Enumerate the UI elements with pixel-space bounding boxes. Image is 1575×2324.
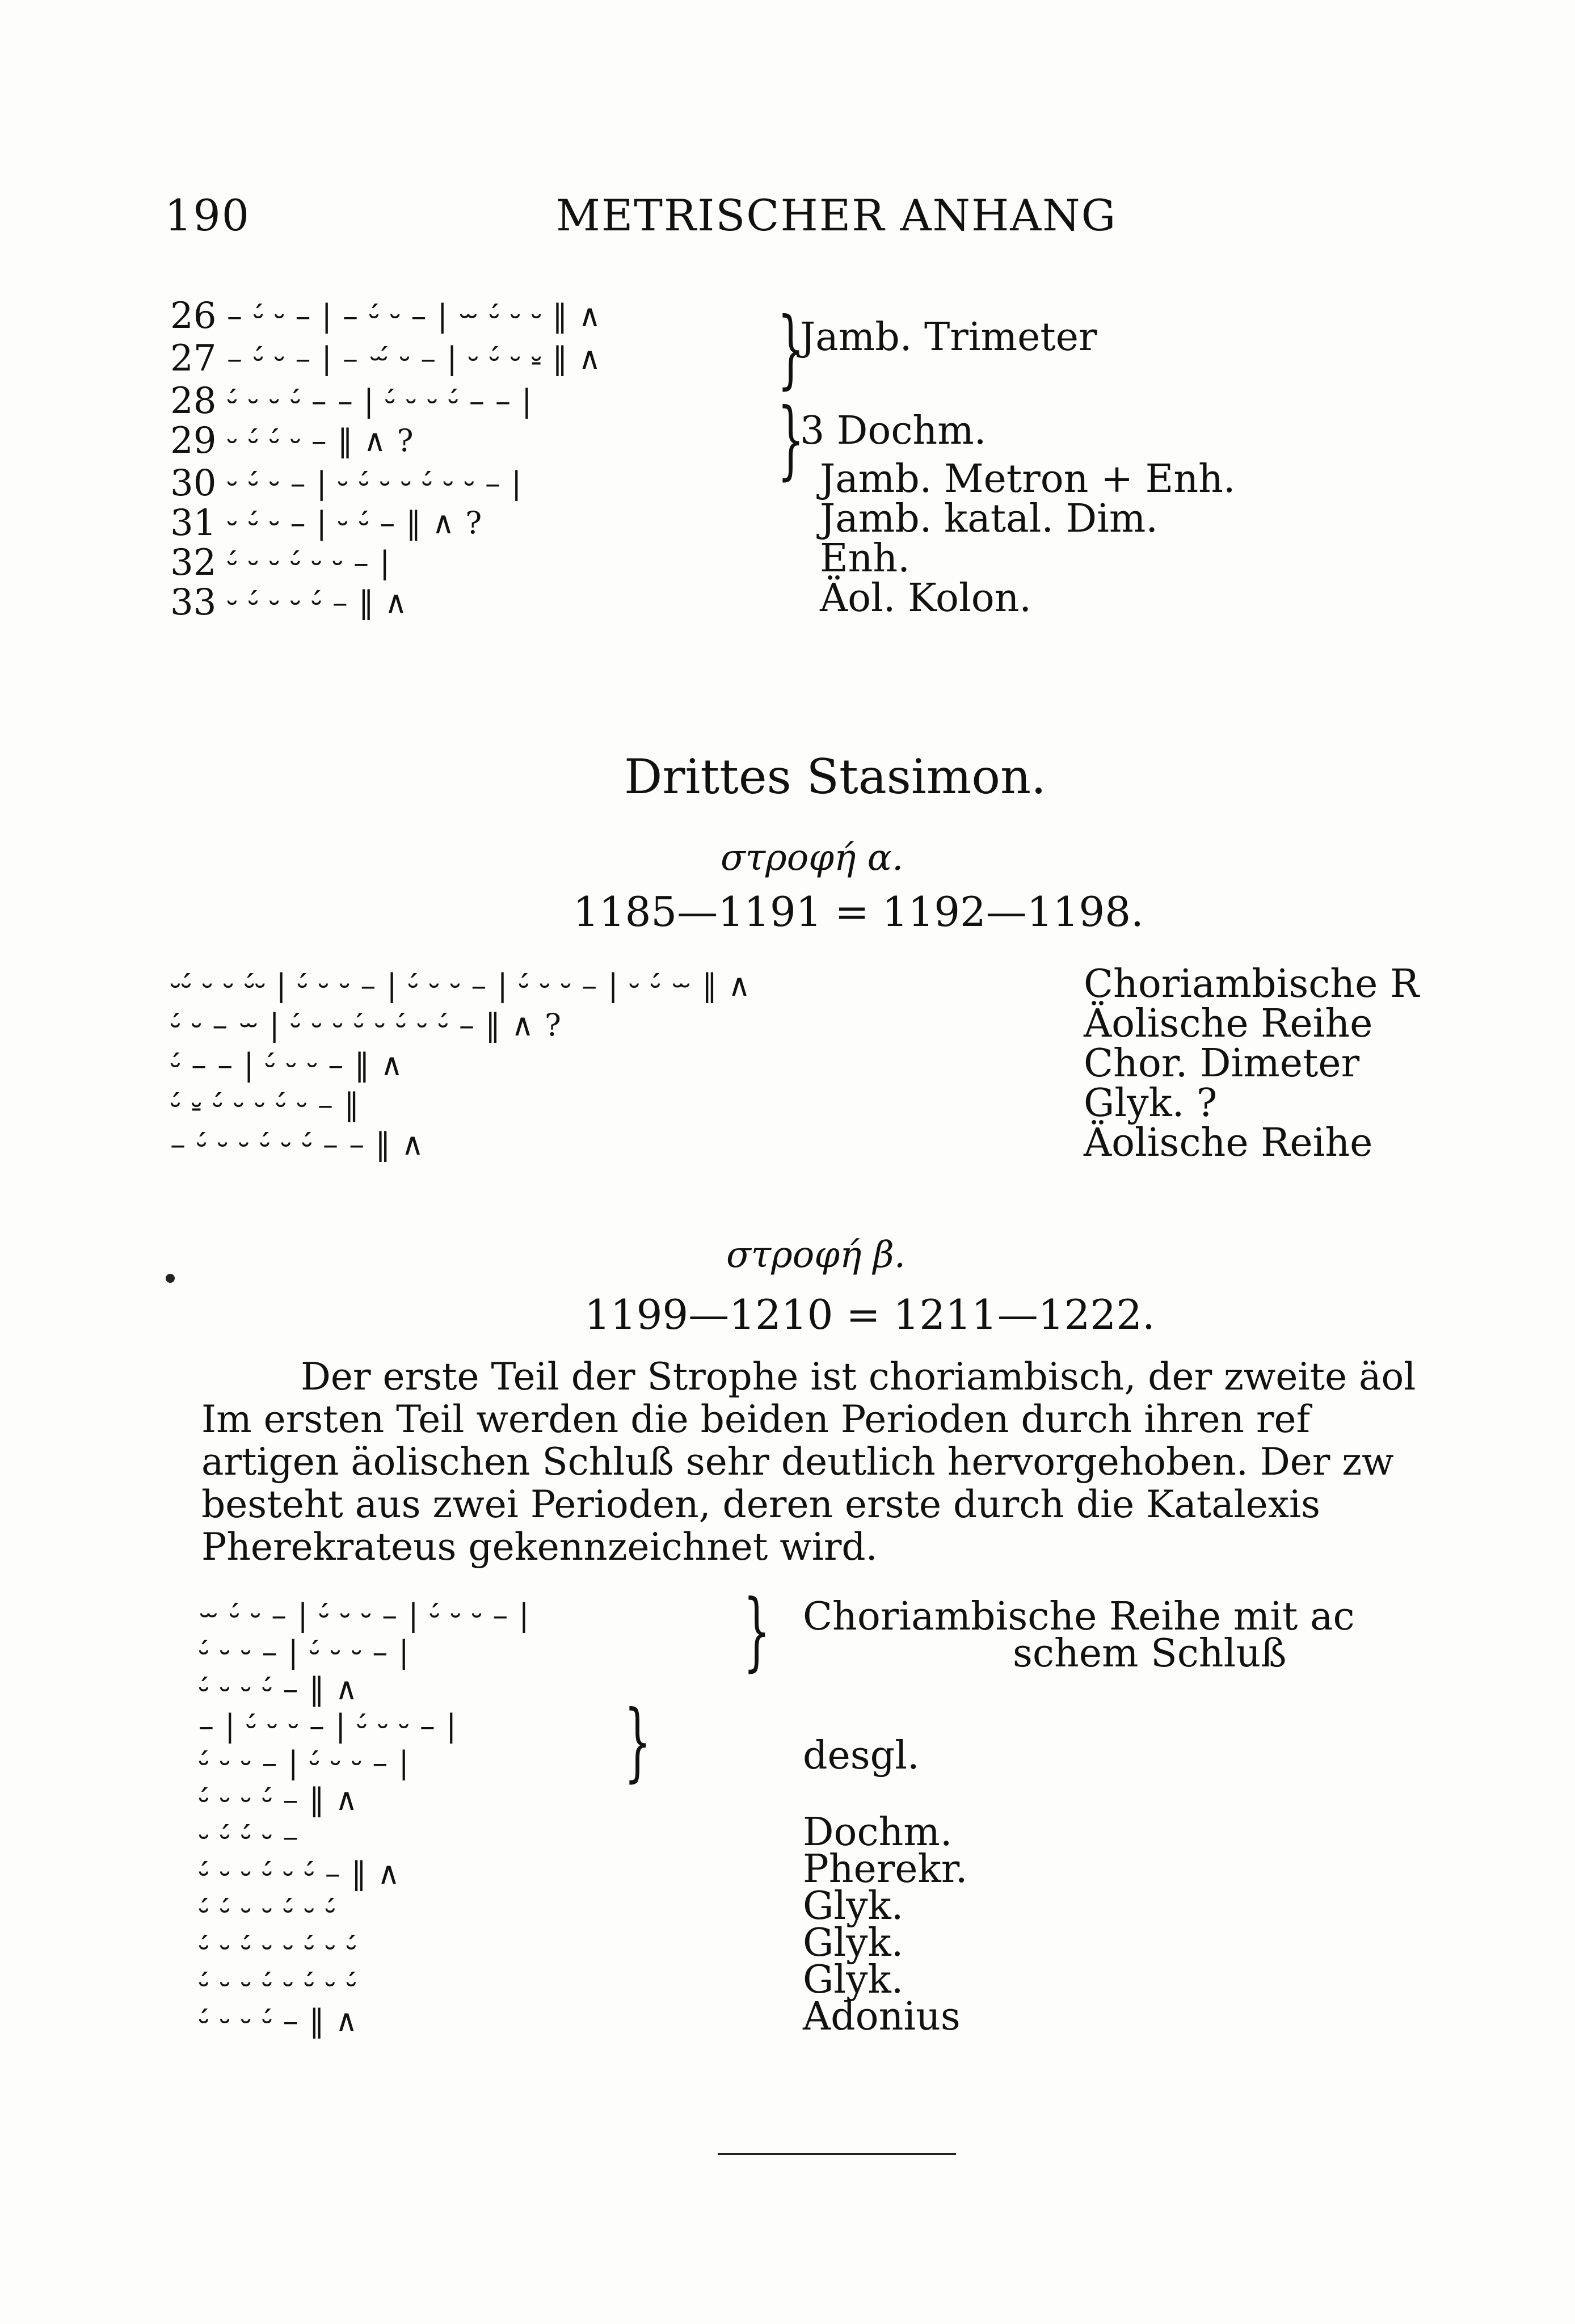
metrical-scheme: ⏑́ ⏑ – ⏖ | ⏑́ ⏑ ⏑ ⏑́ ⏑ ⏑́ ⏑ ⏑́ – ‖ ∧ ? bbox=[170, 1007, 562, 1043]
label-chor-reihe-line2: schem Schluß bbox=[1013, 1631, 1287, 1676]
brace: } bbox=[777, 390, 805, 489]
strophe-heading: στροφή β. bbox=[726, 1234, 906, 1276]
brace: } bbox=[743, 1582, 770, 1681]
label-3-dochm: 3 Dochm. bbox=[800, 409, 987, 453]
metrical-scheme: ⏑⏑́ ⏑ ⏑ ⏑́⏑ | ⏑́ ⏑ ⏑ – | ⏑́ ⏑ ⏑ – | ⏑́ ⏑ ⏑ – | ⏑ ⏑́ ⏖ ‖ ∧ bbox=[170, 967, 751, 1003]
paragraph-line: Pherekrateus gekennzeichnet wird. bbox=[201, 1525, 878, 1569]
label-jamb-trimeter: Jamb. Trimeter bbox=[800, 315, 1097, 360]
paragraph-line: artigen äolischen Schluß sehr deutlich hervorgehoben. Der zw bbox=[201, 1440, 1394, 1484]
metrical-scheme: ⏖ ⏑́ ⏑ – | ⏑́ ⏑ ⏑ – | ⏑́ ⏑ ⏑ – | bbox=[199, 1597, 530, 1633]
metrical-scheme: ⏑ ⏑́ ⏑́ ⏑ – bbox=[199, 1818, 299, 1854]
section-rule bbox=[718, 2153, 956, 2155]
metrical-scheme: ⏑́ ⏑ ⏑ ⏑́ – ‖ ∧ bbox=[199, 2003, 359, 2039]
line-number: 33 bbox=[170, 582, 217, 624]
label-pherekr: Pherekr. bbox=[803, 1847, 968, 1892]
row-label: Choriambische R bbox=[1084, 962, 1420, 1007]
margin-dot bbox=[166, 1274, 175, 1283]
metrical-scheme: ⏑ ⏑́ ⏑́ ⏑ – ‖ ∧ ? bbox=[227, 423, 414, 458]
brace: } bbox=[777, 300, 805, 398]
metrical-scheme: ⏑́ ⏑ ⏑ ⏑́ ⏑ ⏑́ – ‖ ∧ bbox=[199, 1855, 401, 1891]
row-label: Äolische Reihe bbox=[1084, 1001, 1373, 1046]
label-adonius: Adonius bbox=[803, 1994, 961, 2039]
line-number: 27 bbox=[170, 338, 217, 380]
metrical-scheme: ⏑́ ⏑ ⏑ – | ⏑́ ⏑ ⏑ – | bbox=[199, 1745, 410, 1780]
label-dochm: Dochm. bbox=[803, 1810, 953, 1855]
label-desgl: desgl. bbox=[803, 1733, 920, 1778]
label-glyk: Glyk. bbox=[803, 1957, 904, 2002]
line-number: 31 bbox=[170, 502, 217, 544]
verse-range: 1185—1191 = 1192—1198. bbox=[573, 888, 1144, 936]
running-title: METRISCHER ANHANG bbox=[556, 190, 1117, 241]
line-number: 29 bbox=[170, 420, 217, 462]
strophe-heading: στροφή α. bbox=[721, 837, 904, 879]
metrical-scheme: ⏑́ ⏑́ ⏑ ⏑ ⏑́ ⏑ ⏑́ bbox=[199, 1892, 336, 1928]
metrical-scheme: ⏑́ ⏑ ⏑ – | ⏑́ ⏑ ⏑ – | bbox=[199, 1634, 410, 1670]
brace: } bbox=[624, 1693, 651, 1791]
label-chor-reihe-line1: Choriambische Reihe mit ac bbox=[803, 1594, 1355, 1639]
line-number: 26 bbox=[170, 295, 217, 337]
row-label: Glyk. ? bbox=[1084, 1081, 1218, 1126]
paragraph-line: Der erste Teil der Strophe ist choriambisch, der zweite äol bbox=[301, 1355, 1416, 1399]
metrical-scheme: ⏑́ ⏑ ⏑ ⏑́ – ‖ ∧ bbox=[199, 1671, 359, 1707]
label-enh: Enh. bbox=[820, 536, 910, 581]
metrical-scheme: ⏑ ⏑́ ⏑ – | ⏑ ⏑́ – ‖ ∧ ? bbox=[227, 505, 483, 541]
row-label: Chor. Dimeter bbox=[1084, 1041, 1360, 1086]
metrical-scheme: ⏑ ⏑́ ⏑ ⏑ ⏑́ – ‖ ∧ bbox=[227, 584, 408, 620]
page-number: 190 bbox=[165, 190, 251, 241]
row-label: Äolische Reihe bbox=[1084, 1121, 1373, 1165]
metrical-scheme: – | ⏑́ ⏑ ⏑ – | ⏑́ ⏑ ⏑ – | bbox=[199, 1708, 457, 1744]
metrical-scheme: ⏑́ – – | ⏑́ ⏑ ⏑ – ‖ ∧ bbox=[170, 1047, 404, 1083]
paragraph-line: Im ersten Teil werden die beiden Perioden durch ihren ref bbox=[201, 1397, 1311, 1441]
metrical-scheme: ⏑ ⏑́ ⏑ – | ⏑ ⏑́ ⏑ ⏑ ⏑́ ⏑ ⏑ – | bbox=[227, 465, 523, 501]
metrical-scheme: ⏑́ ⏓ ⏑́ ⏑ ⏑ ⏑́ ⏑ – ‖ bbox=[170, 1087, 360, 1122]
line-number: 32 bbox=[170, 542, 217, 584]
verse-range: 1199—1210 = 1211—1222. bbox=[584, 1291, 1155, 1338]
metrical-scheme: ⏑́ ⏑ ⏑ ⏑́ ⏑ ⏑ – | bbox=[227, 545, 391, 580]
section-title: Drittes Stasimon. bbox=[624, 749, 1046, 805]
label-jamb-metron: Jamb. Metron + Enh. bbox=[820, 457, 1236, 502]
metrical-scheme: ⏑́ ⏑ ⏑ ⏑́ – ‖ ∧ bbox=[199, 1782, 359, 1817]
line-number: 30 bbox=[170, 462, 217, 504]
label-jamb-katal: Jamb. katal. Dim. bbox=[820, 496, 1158, 541]
label-glyk: Glyk. bbox=[803, 1884, 904, 1929]
metrical-scheme: ⏑́ ⏑ ⏑ ⏑́ ⏑ ⏑́ ⏑ ⏑́ bbox=[199, 1966, 357, 2002]
label-aeol-kolon: Äol. Kolon. bbox=[820, 576, 1032, 621]
line-number: 28 bbox=[170, 380, 217, 422]
metrical-scheme: ⏑́ ⏑ ⏑́ ⏑ ⏑ ⏑́ ⏑ ⏑́ bbox=[199, 1929, 357, 1965]
paragraph-line: besteht aus zwei Perioden, deren erste durch die Katalexis bbox=[201, 1483, 1321, 1526]
label-glyk: Glyk. bbox=[803, 1921, 904, 1965]
metrical-scheme: – ⏑́ ⏑ – | – ⏑́ ⏑ – | ⏖ ⏑́ ⏑ ⏑ ‖ ∧ bbox=[227, 298, 602, 334]
metrical-scheme: – ⏑́ ⏑ – | – ⏖́ ⏑ – | ⏑ ⏑́ ⏑ ⏓ ‖ ∧ bbox=[227, 340, 602, 376]
metrical-scheme: – ⏑́ ⏑ ⏑ ⏑́ ⏑ ⏑́ – – ‖ ∧ bbox=[170, 1126, 425, 1162]
metrical-scheme: ⏑́ ⏑ ⏑ ⏑́ – – | ⏑́ ⏑ ⏑ ⏑́ – – | bbox=[227, 383, 533, 419]
